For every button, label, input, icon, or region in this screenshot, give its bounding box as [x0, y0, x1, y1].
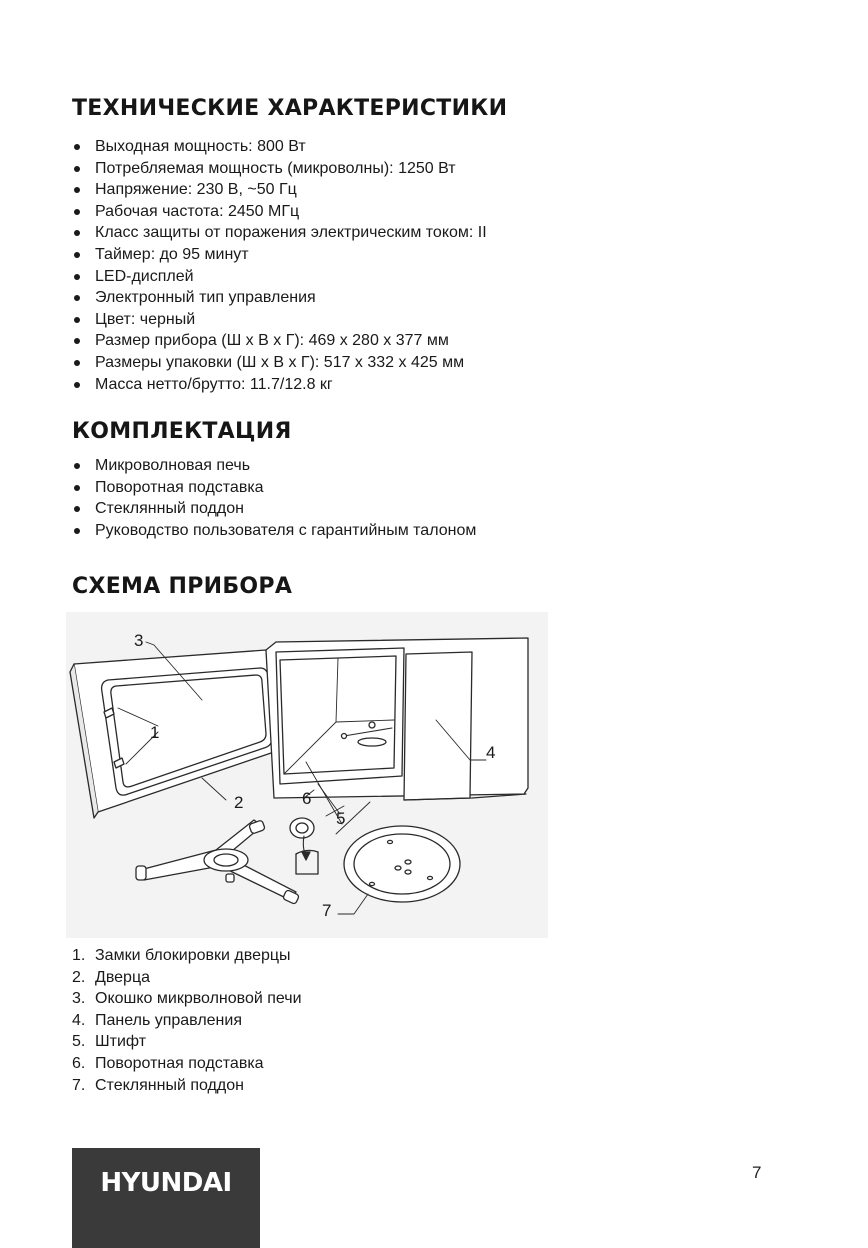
legend-item — [72, 1010, 302, 1032]
list-item — [72, 352, 487, 374]
legend-item — [72, 1053, 302, 1075]
list-item-text: Поворотная подставка — [95, 478, 264, 496]
legend-number: 4. — [72, 1011, 86, 1029]
glass-tray-drawing — [344, 826, 460, 902]
list-item-text: Напряжение: 230 В, ~50 Гц — [95, 181, 297, 199]
list-item-text: Потребляемая мощность (микроволны): 1250 Вт — [95, 159, 456, 177]
list-item-text: Цвет: черный — [95, 310, 196, 328]
list-item-text: Класс защиты от поражения электрическим током: II — [95, 224, 487, 242]
list-item — [72, 222, 487, 244]
legend-number: 6. — [72, 1054, 86, 1072]
control-panel-drawing — [404, 652, 472, 800]
legend-item — [72, 1031, 302, 1053]
legend-number: 2. — [72, 968, 86, 986]
list-item — [72, 266, 487, 288]
legend-text: Окошко микрволновой печи — [95, 990, 302, 1008]
list-item — [72, 330, 487, 352]
legend-text: Поворотная подставка — [95, 1054, 264, 1072]
list-item — [72, 287, 487, 309]
scheme-legend — [72, 945, 302, 1096]
bullet-icon — [74, 485, 80, 491]
list-item — [72, 136, 487, 158]
list-item-text: LED-дисплей — [95, 267, 194, 285]
legend-item — [72, 1075, 302, 1097]
bullet-icon — [74, 338, 80, 344]
legend-number: 7. — [72, 1076, 86, 1094]
legend-number: 3. — [72, 990, 86, 1008]
bullet-icon — [74, 209, 80, 215]
bullet-icon — [74, 144, 80, 150]
legend-item — [72, 967, 302, 989]
bullet-icon — [74, 274, 80, 280]
specs-heading: ТЕХНИЧЕСКИЕ ХАРАКТЕРИСТИКИ — [72, 96, 508, 121]
bullet-icon — [74, 360, 80, 366]
list-item — [72, 455, 476, 477]
legend-number: 1. — [72, 947, 86, 964]
legend-text: Штифт — [95, 1033, 147, 1051]
legend-text: Дверца — [95, 968, 151, 986]
list-item-text: Размер прибора (Ш х В х Г): 469 х 280 х 377 мм — [95, 332, 449, 350]
callout-7: 7 — [322, 901, 332, 920]
bullet-icon — [74, 166, 80, 172]
microwave-diagram — [66, 612, 548, 938]
bullet-icon — [74, 187, 80, 193]
brand-name: HYUNDAI — [100, 1168, 232, 1198]
bullet-icon — [74, 528, 80, 534]
callout-4: 4 — [486, 743, 496, 762]
bullet-icon — [74, 317, 80, 323]
legend-text: Замки блокировки дверцы — [95, 947, 291, 964]
legend-text: Панель управления — [95, 1011, 242, 1029]
callout-1: 1 — [150, 723, 160, 742]
list-item-text: Размеры упаковки (Ш х В х Г): 517 х 332 х 425 мм — [95, 353, 465, 371]
package-heading: КОМПЛЕКТАЦИЯ — [72, 419, 292, 444]
callout-3: 3 — [134, 631, 144, 650]
bullet-icon — [74, 506, 80, 512]
callout-5: 5 — [336, 809, 346, 828]
callout-2: 2 — [234, 793, 244, 812]
list-item — [72, 201, 487, 223]
callout-6: 6 — [302, 789, 312, 808]
bullet-icon — [74, 463, 80, 469]
legend-text: Стеклянный поддон — [95, 1076, 244, 1094]
bullet-icon — [74, 230, 80, 236]
bullet-icon — [74, 382, 80, 388]
legend-number: 5. — [72, 1033, 86, 1051]
list-item — [72, 520, 476, 542]
list-item — [72, 158, 487, 180]
specs-list — [72, 136, 487, 395]
list-item — [72, 179, 487, 201]
list-item-text: Масса нетто/брутто: 11.7/12.8 кг — [95, 375, 333, 393]
list-item — [72, 477, 476, 499]
package-list — [72, 455, 476, 541]
bullet-icon — [74, 295, 80, 301]
list-item-text: Рабочая частота: 2450 МГц — [95, 202, 300, 220]
list-item — [72, 374, 487, 396]
legend-item — [72, 945, 302, 967]
list-item — [72, 309, 487, 331]
list-item-text: Таймер: до 95 минут — [95, 245, 249, 263]
list-item-text: Микроволновая печь — [95, 457, 251, 474]
list-item-text: Руководство пользователя с гарантийным талоном — [95, 521, 477, 539]
list-item-text: Выходная мощность: 800 Вт — [95, 138, 306, 155]
scheme-heading: СХЕМА ПРИБОРА — [72, 574, 293, 599]
list-item-text: Электронный тип управления — [95, 289, 316, 307]
list-item — [72, 498, 476, 520]
list-item — [72, 244, 487, 266]
page-number: 7 — [752, 1163, 762, 1182]
list-item-text: Стеклянный поддон — [95, 500, 244, 518]
oven-body-drawing — [266, 638, 528, 800]
brand-logo — [72, 1148, 260, 1248]
legend-item — [72, 988, 302, 1010]
bullet-icon — [74, 252, 80, 258]
